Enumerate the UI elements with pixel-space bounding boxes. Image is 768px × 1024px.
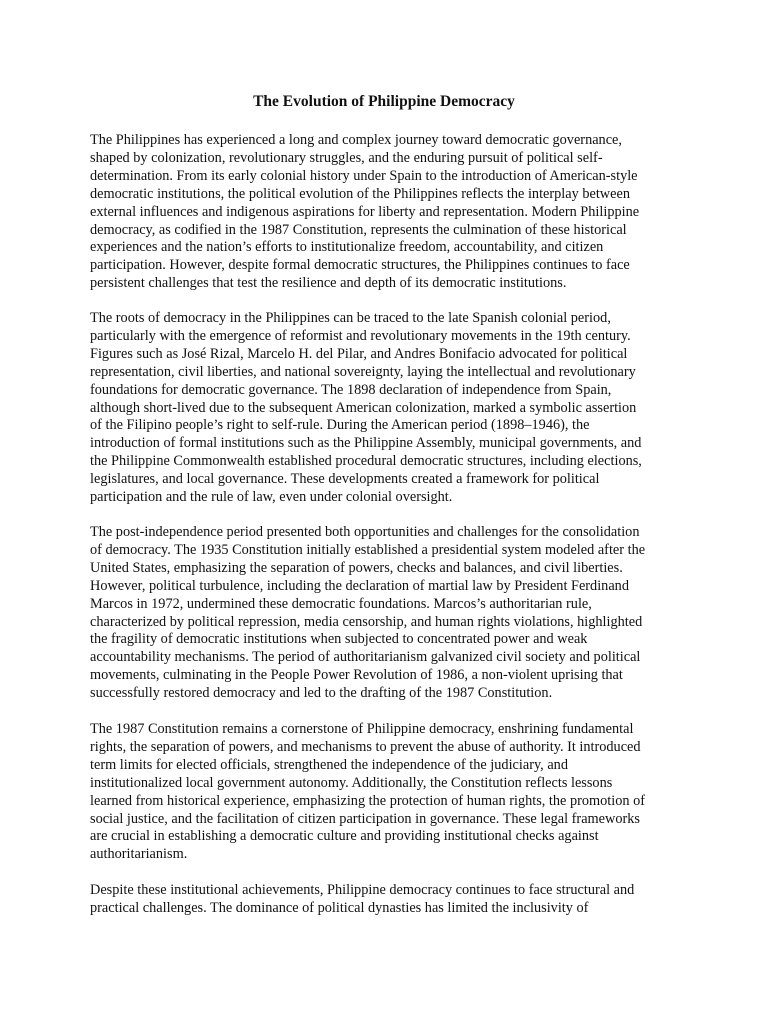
paragraph-line: determination. From its early colonial history under Spain to the introduction of American-style <box>90 167 638 184</box>
paragraph-line: of democracy. The 1935 Constitution initially established a presidential system modeled after the <box>90 541 646 558</box>
paragraph-line: However, political turbulence, including the declaration of martial law by President Ferdinand <box>90 577 629 594</box>
paragraph-line: The roots of democracy in the Philippines can be traced to the late Spanish colonial period, <box>90 310 611 326</box>
paragraph-line: practical challenges. The dominance of political dynasties has limited the inclusivity of <box>90 899 589 916</box>
paragraph-line: democratic institutions, the political evolution of the Philippines reflects the interplay between <box>90 185 630 202</box>
paragraph-line: social justice, and the facilitation of citizen participation in governance. These legal frameworks <box>90 810 640 827</box>
paragraph-line: of the Filipino people’s right to self-rule. During the American period (1898–1946), the <box>90 417 590 434</box>
paragraph-line: United States, emphasizing the separation of powers, checks and balances, and civil liberties. <box>90 559 623 576</box>
document-title: The Evolution of Philippine Democracy <box>253 93 515 110</box>
paragraph-5 <box>90 882 680 918</box>
paragraph-line: experiences and the nation’s efforts to institutionalize freedom, accountability, and citizen <box>90 239 604 256</box>
paragraph-line: term limits for elected officials, strengthened the independence of the judiciary, and <box>90 756 568 773</box>
paragraph-line: Marcos in 1972, undermined these democratic foundations. Marcos’s authoritarian rule, <box>90 595 592 612</box>
paragraph-line: rights, the separation of powers, and mechanisms to prevent the abuse of authority. It introduced <box>90 738 641 755</box>
paragraph-line: the Philippine Commonwealth established procedural democratic structures, including elections, <box>90 453 642 470</box>
paragraph-line: particularly with the emergence of reformist and revolutionary movements in the 19th century. <box>90 327 631 344</box>
paragraph-line: introduction of formal institutions such as the Philippine Assembly, municipal governments, and <box>90 435 642 452</box>
paragraph-2 <box>90 310 680 507</box>
paragraph-line: democracy, as codified in the 1987 Constitution, represents the culmination of these historical <box>90 221 627 238</box>
paragraph-line: successfully restored democracy and led to the drafting of the 1987 Constitution. <box>90 685 553 702</box>
paragraph-line: institutionalized local government autonomy. Additionally, the Constitution reflects lessons <box>90 774 613 791</box>
paragraph-line: The 1987 Constitution remains a cornerstone of Philippine democracy, enshrining fundamental <box>90 721 634 737</box>
paragraph-line: although short-lived due to the subsequent American colonization, marked a symbolic assertion <box>90 399 637 416</box>
paragraph-1 <box>90 132 680 293</box>
paragraph-line: accountability mechanisms. The period of authoritarianism galvanized civil society and political <box>90 649 641 666</box>
paragraph-line: movements, culminating in the People Power Revolution of 1986, a non-violent uprising that <box>90 667 623 684</box>
paragraph-line: participation. However, despite formal democratic structures, the Philippines continues to face <box>90 257 630 274</box>
paragraph-line: learned from historical experience, emphasizing the protection of human rights, the promotion of <box>90 792 646 809</box>
paragraph-line: The Philippines has experienced a long and complex journey toward democratic governance, <box>90 132 622 148</box>
paragraph-3 <box>90 524 680 703</box>
paragraph-line: characterized by political repression, media censorship, and human rights violations, highlighted <box>90 613 643 630</box>
paragraph-line: the fragility of democratic institutions when subjected to concentrated power and weak <box>90 631 588 648</box>
paragraph-line: representation, civil liberties, and national sovereignty, laying the intellectual and revolutionary <box>90 363 636 380</box>
paragraph-line: foundations for democratic governance. The 1898 declaration of independence from Spain, <box>90 381 612 398</box>
paragraph-line: The post-independence period presented both opportunities and challenges for the consolidation <box>90 524 640 540</box>
paragraph-line: authoritarianism. <box>90 846 188 863</box>
paragraph-line: Despite these institutional achievements, Philippine democracy continues to face structural and <box>90 882 635 898</box>
paragraph-line: are crucial in establishing a democratic culture and providing institutional checks against <box>90 828 599 845</box>
paragraph-4 <box>90 721 680 864</box>
paragraph-line: external influences and indigenous aspirations for liberty and representation. Modern Philippine <box>90 203 640 220</box>
paragraph-line: legislatures, and local governance. These developments created a framework for political <box>90 471 600 488</box>
paragraph-line: participation and the rule of law, even under colonial oversight. <box>90 489 453 506</box>
paragraph-line: persistent challenges that test the resilience and depth of its democratic institutions. <box>90 275 567 292</box>
paragraph-line: Figures such as José Rizal, Marcelo H. del Pilar, and Andres Bonifacio advocated for political <box>90 345 628 362</box>
paragraph-line: shaped by colonization, revolutionary struggles, and the enduring pursuit of political self- <box>90 149 603 166</box>
